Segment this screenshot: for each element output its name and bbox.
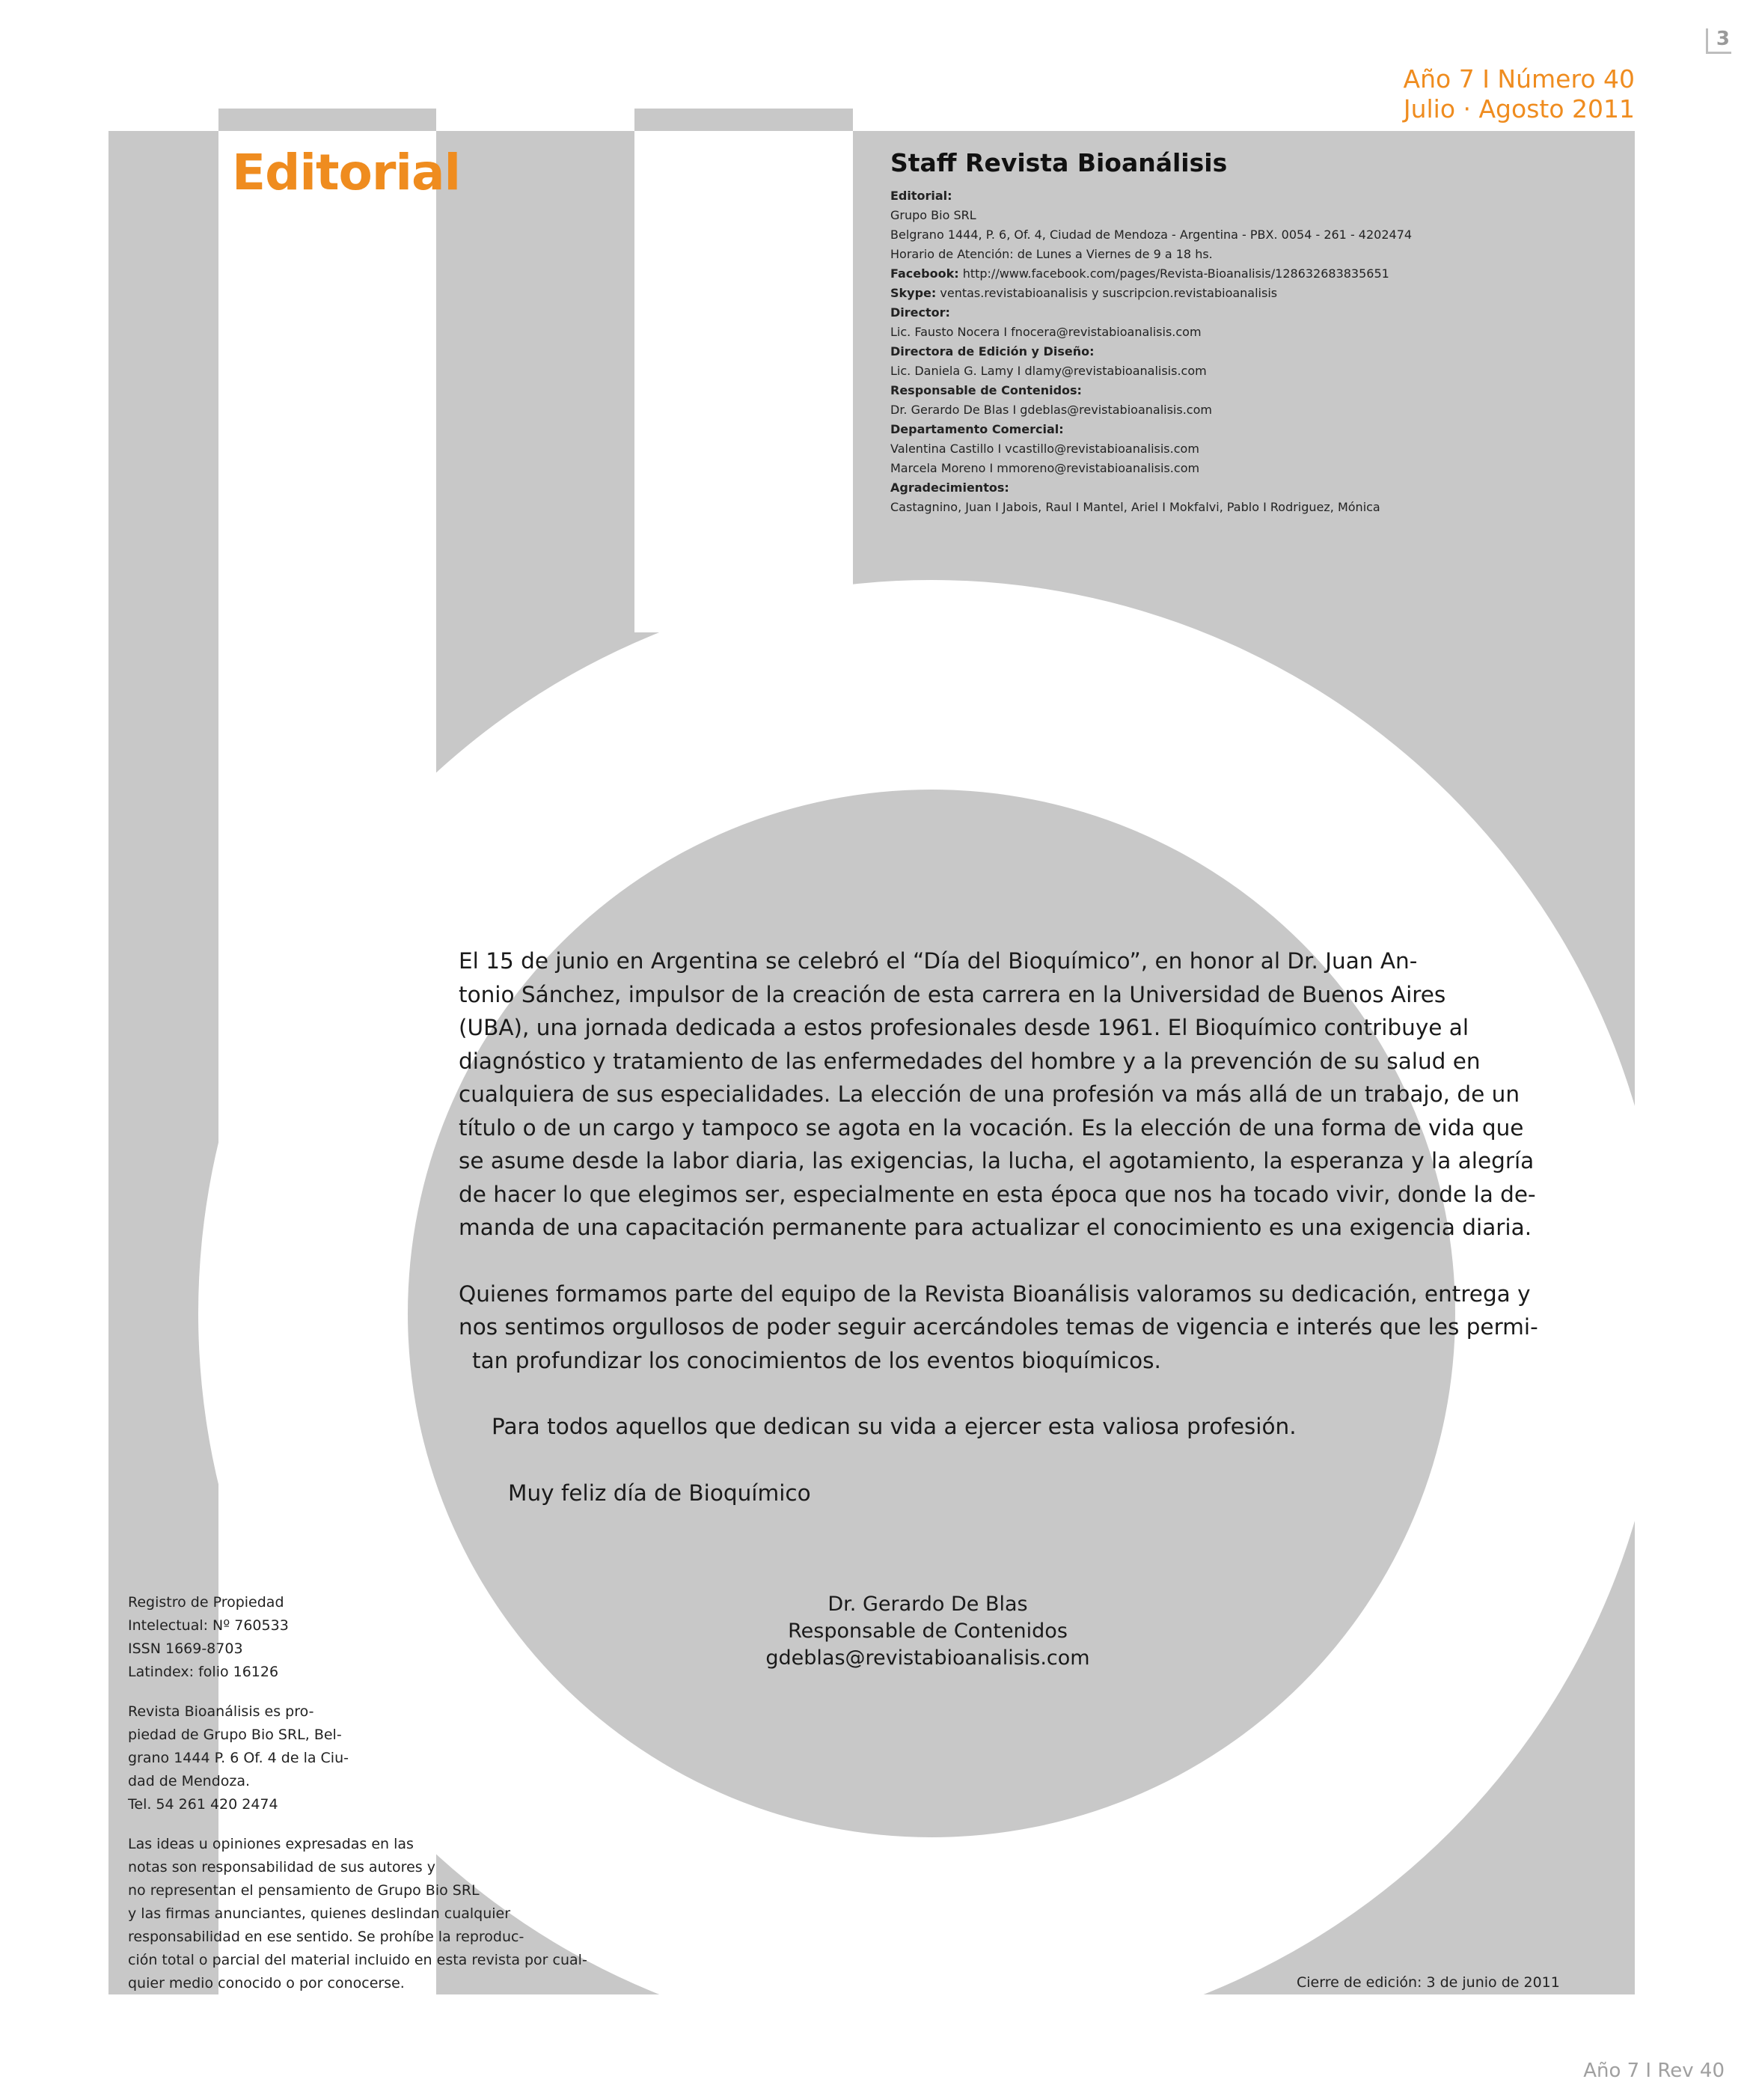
legal-line: Latindex: folio 16126 <box>128 1664 279 1680</box>
page-footer: Año 7 I Rev 40 <box>1583 2060 1725 2082</box>
staff-text: Marcela Moreno I mmoreno@revistabioanalisis.com <box>890 461 1200 475</box>
staff-label: Director: <box>890 305 950 320</box>
section-title: Editorial <box>232 144 461 201</box>
staff-label: Editorial: <box>890 189 952 203</box>
legal-line: piedad de Grupo Bio SRL, Bel- <box>128 1727 342 1743</box>
staff-line <box>890 206 1459 225</box>
signature <box>748 1591 1107 1672</box>
staff-line <box>890 439 1459 459</box>
staff-line <box>890 420 1459 439</box>
staff-text: Grupo Bio SRL <box>890 208 976 222</box>
signature-role: Responsable de Contenidos <box>788 1620 1068 1643</box>
staff-line <box>890 459 1459 478</box>
staff-text: Dr. Gerardo De Blas I gdeblas@revistabioanalisis.com <box>890 403 1212 417</box>
signature-email: gdeblas@revistabioanalisis.com <box>765 1646 1090 1670</box>
legal-line: Tel. 54 261 420 2474 <box>128 1796 278 1813</box>
legal-line: grano 1444 P. 6 Of. 4 de la Ciu- <box>128 1750 349 1766</box>
staff-label: Departamento Comercial: <box>890 422 1064 436</box>
legal-line: Registro de Propiedad <box>128 1594 284 1611</box>
legal-line: y las firmas anunciantes, quienes deslindan cualquier <box>128 1905 511 1922</box>
staff-text: ventas.revistabioanalisis y suscripcion.revistabioanalisis <box>936 286 1278 300</box>
legal-notice <box>128 1591 592 2012</box>
staff-label: Agradecimientos: <box>890 480 1009 495</box>
body-line: tonio Sánchez, impulsor de la creación de esta carrera en la Universidad de Buenos Aires <box>459 981 1446 1007</box>
staff-box <box>890 148 1459 517</box>
staff-text: Horario de Atención: de Lunes a Viernes de 9 a 18 hs. <box>890 247 1213 261</box>
paragraph-3: Para todos aquellos que dedican su vida a ejercer esta valiosa profesión. <box>492 1414 1297 1439</box>
staff-text: Lic. Daniela G. Lamy I dlamy@revistabioanalisis.com <box>890 364 1207 378</box>
legal-line: quier medio conocido o por conocerse. <box>128 1975 405 1991</box>
legal-line: responsabilidad en ese sentido. Se prohíbe la reproduc- <box>128 1929 524 1945</box>
staff-text: Castagnino, Juan I Jabois, Raul I Mantel, Ariel I Mokfalvi, Pablo I Rodriguez, Mónica <box>890 500 1380 514</box>
page-number: 3 <box>1706 28 1731 54</box>
issue-date: Julio · Agosto 2011 <box>1403 94 1635 123</box>
staff-line <box>890 303 1459 323</box>
staff-line <box>890 186 1459 206</box>
paragraph-1 <box>459 944 1536 1245</box>
staff-line <box>890 381 1459 400</box>
body-line: título o de un cargo y tampoco se agota en la vocación. Es la elección de una forma de vida que <box>459 1114 1524 1141</box>
staff-label: Directora de Edición y Diseño: <box>890 344 1095 358</box>
staff-text: Lic. Fausto Nocera I fnocera@revistabioanalisis.com <box>890 325 1202 339</box>
signature-name: Dr. Gerardo De Blas <box>827 1593 1028 1616</box>
body-line: de hacer lo que elegimos ser, especialmente en esta época que nos ha tocado vivir, donde la de- <box>459 1181 1536 1207</box>
staff-text: Belgrano 1444, P. 6, Of. 4, Ciudad de Mendoza - Argentina - PBX. 0054 - 261 - 4202474 <box>890 228 1413 242</box>
issue-number: Año 7 I Número 40 <box>1403 64 1635 94</box>
legal-line: no representan el pensamiento de Grupo Bio SRL <box>128 1882 480 1899</box>
legal-registration <box>128 1591 592 1684</box>
editorial-body <box>459 944 1538 1510</box>
legal-disclaimer <box>128 1833 592 1995</box>
body-line: se asume desde la labor diaria, las exigencias, la lucha, el agotamiento, la esperanza y la alegría <box>459 1148 1535 1173</box>
body-line: cualquiera de sus especialidades. La elección de una profesión va más allá de un trabajo, de un <box>459 1081 1520 1107</box>
paragraph-4: Muy feliz día de Bioquímico <box>508 1480 811 1506</box>
staff-line <box>890 284 1459 303</box>
body-line: nos sentimos orgullosos de poder seguir acercándoles temas de vigencia e interés que les permi- <box>459 1314 1538 1340</box>
legal-line: Las ideas u opiniones expresadas en las <box>128 1836 414 1852</box>
staff-line <box>890 478 1459 498</box>
staff-line <box>890 342 1459 361</box>
body-line: manda de una capacitación permanente para actualizar el conocimiento es una exigencia diaria. <box>459 1215 1532 1240</box>
staff-line <box>890 323 1459 342</box>
body-line: tan profundizar los conocimientos de los eventos bioquímicos. <box>472 1347 1161 1373</box>
legal-line: notas son responsabilidad de sus autores y <box>128 1859 435 1875</box>
staff-list <box>890 186 1459 517</box>
closing-date: Cierre de edición: 3 de junio de 2011 <box>1297 1974 1560 1991</box>
staff-line <box>890 225 1459 245</box>
body-line: El 15 de junio en Argentina se celebró el “Día del Bioquímico”, en honor al Dr. Juan An- <box>459 948 1418 974</box>
issue-info <box>1404 64 1635 124</box>
body-line: diagnóstico y tratamiento de las enfermedades del hombre y a la prevención de su salud en <box>459 1048 1481 1074</box>
body-line: Quienes formamos parte del equipo de la Revista Bioanálisis valoramos su dedicación, entrega y <box>459 1281 1531 1307</box>
staff-label: Facebook: <box>890 266 959 281</box>
staff-line <box>890 400 1459 420</box>
legal-line: dad de Mendoza. <box>128 1773 251 1789</box>
staff-text: http://www.facebook.com/pages/Revista-Bioanalisis/128632683835651 <box>958 266 1389 281</box>
staff-line <box>890 264 1459 284</box>
legal-ownership <box>128 1700 592 1816</box>
staff-label: Skype: <box>890 286 937 300</box>
paragraph-2 <box>459 1278 1538 1378</box>
legal-line: ción total o parcial del material incluido en esta revista por cual- <box>128 1952 587 1968</box>
staff-line <box>890 498 1459 517</box>
staff-line <box>890 361 1459 381</box>
staff-title: Staff Revista Bioanálisis <box>890 148 1228 177</box>
staff-text: Valentina Castillo I vcastillo@revistabioanalisis.com <box>890 442 1199 456</box>
legal-line: Revista Bioanálisis es pro- <box>128 1703 314 1720</box>
staff-label: Responsable de Contenidos: <box>890 383 1082 397</box>
legal-line: ISSN 1669-8703 <box>128 1640 243 1657</box>
body-line: (UBA), una jornada dedicada a estos profesionales desde 1961. El Bioquímico contribuye al <box>459 1015 1469 1040</box>
legal-line: Intelectual: Nº 760533 <box>128 1617 289 1634</box>
staff-line <box>890 245 1459 264</box>
